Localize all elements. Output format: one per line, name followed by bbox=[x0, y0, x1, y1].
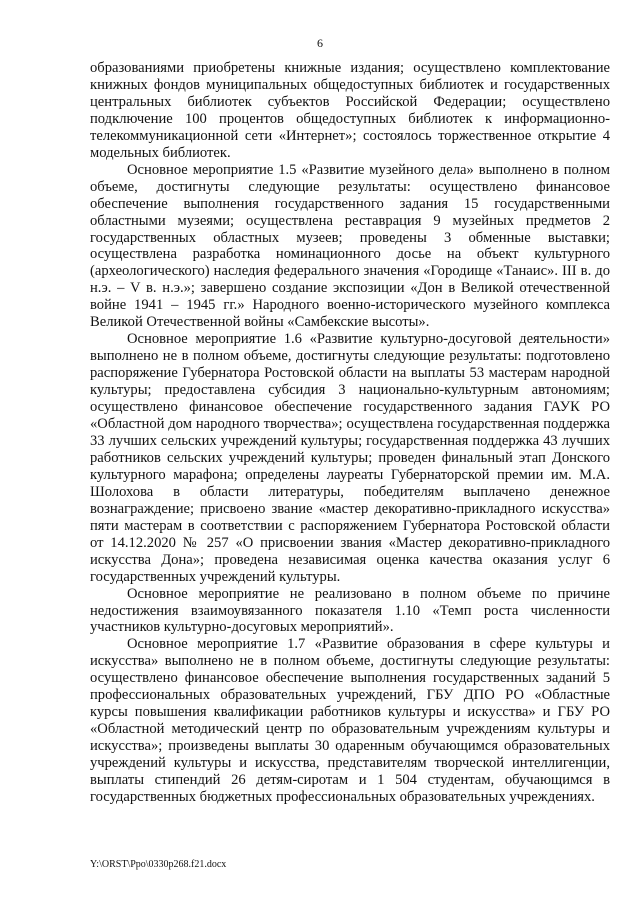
paragraph-museum-activity: Основное мероприятие 1.5 «Развитие музейного дела» выполнено в полном объеме, достигнуты следующие результаты: осуществлено финансовое обеспечение выполнения государственного задания 15 государственными областными музеями; осуществлена реставрация 9 музейных предметов 2 государственных областных музеев; проведены 3 обменные выставки; осуществлена разработка номинационного досье на объект культурного (археологического) наследия федерального значения «Городище «Танаис». III в. до н.э. – V в. н.э.»; завершено создание экспозиции «Дон в Великой отечественной войне 1941 – 1945 гг.» Народного военно-исторического музейного комплекса Великой Отечественной войны «Самбекские высоты». bbox=[90, 161, 610, 331]
paragraph-libraries-continued: образованиями приобретены книжные издания; осуществлено комплектование книжных фондов муниципальных общедоступных библиотек и государственных центральных библиотек субъектов Российской Федерации; осуществлено подключение 100 процентов общедоступных библиотек к информационно-телекоммуникационной сети «Интернет»; состоялось торжественное открытие 4 модельных библиотек. bbox=[90, 60, 610, 161]
paragraph-arts-education: Основное мероприятие 1.7 «Развитие образования в сфере культуры и искусства» выполнено не в полном объеме, достигнуты следующие результаты: осуществлено финансовое обеспечение выполнения государственных заданий 5 профессиональных образовательных учреждений, ГБУ ДПО РО «Областные курсы повышения квалификации работников культуры и искусства» и ГБУ РО «Областной методический центр по образовательным учреждениям культуры и искусства»; произведены выплаты 30 одаренным обучающимся образовательных учреждений культуры и искусства, представителям творческой интеллигенции, выплаты стипендий 26 детям-сиротам и 1 504 студентам, обучающимся в государственных бюджетных профессиональных образовательных учреждениях. bbox=[90, 636, 610, 805]
paragraph-not-implemented-reason: Основное мероприятие не реализовано в полном объеме по причине недостижения взаимоувязанного показателя 1.10 «Темп роста численности участников культурно-досуговых мероприятий». bbox=[90, 585, 610, 636]
page-number: 6 bbox=[317, 36, 323, 50]
footer-file-path: Y:\ORST\Ppo\0330p268.f21.docx bbox=[90, 859, 227, 870]
document-body bbox=[90, 60, 610, 806]
paragraph-cultural-leisure-activity: Основное мероприятие 1.6 «Развитие культурно-досуговой деятельности» выполнено не в полном объеме, достигнуты следующие результаты: подготовлено распоряжение Губернатора Ростовской области на выплаты 53 мастерам народной культуры; предоставлена субсидия 3 национально-культурным автономиям; осуществлено финансовое обеспечение государственного задания ГАУК РО «Областной дом народного творчества»; осуществлена государственная поддержка 33 лучших сельских учреждений культуры; государственная поддержка 43 лучших работников сельских учреждений культуры; проведен финальный этап Донского культурного марафона; определены лауреаты Губернаторской премии им. М.А. Шолохова в области литературы, победителям выплачено денежное вознаграждение; присвоено звание «мастер декоративно-прикладного искусства» пяти мастерам в соответствии с распоряжением Губернатора Ростовской области от 14.12.2020 № 257 «О присвоении звания «Мастер декоративно-прикладного искусства Дона»; проведена независимая оценка качества оказания услуг 6 государственных учреждений культуры. bbox=[90, 331, 610, 585]
